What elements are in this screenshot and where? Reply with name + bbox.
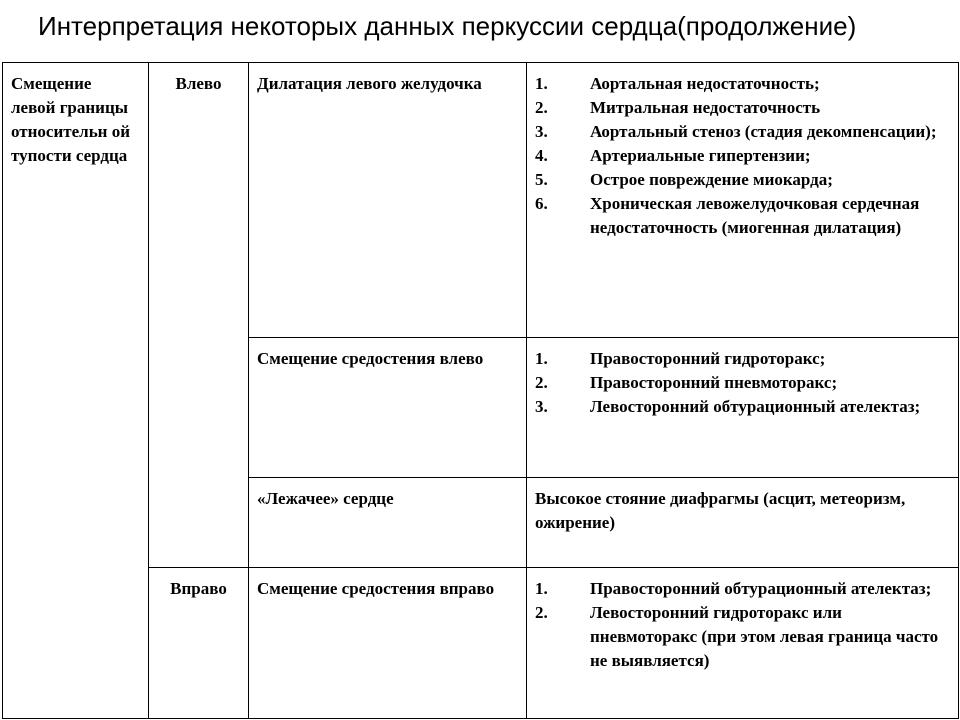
list-number: 1. — [535, 74, 548, 93]
condition-description: Высокое стояние диафрагмы (асцит, метеоризм, ожирение) — [535, 489, 906, 532]
list-number: 2. — [535, 373, 548, 392]
list-item — [535, 120, 950, 144]
direction-label-left: Влево — [175, 74, 222, 93]
cause-cell — [249, 338, 527, 478]
cause-cell — [249, 478, 527, 568]
list-number: 1. — [535, 349, 548, 368]
conditions-list — [535, 347, 950, 419]
conditions-list — [535, 577, 950, 673]
list-text: Аортальный стеноз (стадия декомпенсации); — [590, 122, 937, 141]
conditions-cell — [527, 568, 959, 719]
list-number: 5. — [535, 170, 548, 189]
direction-label-right: Вправо — [170, 579, 227, 598]
row-header-cell — [3, 63, 149, 719]
conditions-cell — [527, 478, 959, 568]
table-row — [3, 63, 959, 338]
list-text: Артериальные гипертензии; — [590, 146, 811, 165]
list-number: 6. — [535, 194, 548, 213]
list-item — [535, 577, 950, 601]
cause-label: «Лежачее» сердце — [257, 489, 394, 508]
conditions-list — [535, 72, 950, 240]
cause-cell — [249, 63, 527, 338]
list-item — [535, 192, 950, 240]
cause-label: Смещение средостения вправо — [257, 579, 495, 598]
percussion-table — [2, 62, 959, 719]
list-text: Правосторонний пневмоторакс; — [590, 373, 838, 392]
list-item — [535, 347, 950, 371]
list-text: Острое повреждение миокарда; — [590, 170, 833, 189]
conditions-cell — [527, 63, 959, 338]
cause-cell — [249, 568, 527, 719]
list-number: 3. — [535, 397, 548, 416]
list-number: 3. — [535, 122, 548, 141]
list-text: Правосторонний гидроторакс; — [590, 349, 826, 368]
direction-cell-right — [149, 568, 249, 719]
list-number: 1. — [535, 579, 548, 598]
list-number: 2. — [535, 603, 548, 622]
list-number: 4. — [535, 146, 548, 165]
list-text: Правосторонний обтурационный ателектаз; — [590, 579, 932, 598]
list-number: 2. — [535, 98, 548, 117]
list-text: Левосторонний обтурационный ателектаз; — [590, 397, 921, 416]
cause-label: Дилатация левого желудочка — [257, 74, 482, 93]
list-text: Аортальная недостаточность; — [590, 74, 820, 93]
list-item — [535, 601, 950, 673]
direction-cell-left — [149, 63, 249, 568]
conditions-cell — [527, 338, 959, 478]
list-item — [535, 168, 950, 192]
list-text: Митральная недостаточность — [590, 98, 821, 117]
list-item — [535, 72, 950, 96]
list-item — [535, 96, 950, 120]
row-header-label: Смещение левой границы относительн ой тупости сердца — [11, 74, 131, 165]
page-title: Интерпретация некоторых данных перкуссии сердца(продолжение) — [38, 11, 857, 41]
list-item — [535, 144, 950, 168]
list-text: Хроническая левожелудочковая сердечная недостаточность (миогенная дилатация) — [590, 194, 920, 237]
list-item — [535, 395, 950, 419]
list-item — [535, 371, 950, 395]
cause-label: Смещение средостения влево — [257, 349, 484, 368]
list-text: Левосторонний гидроторакс или пневмоторакс (при этом левая граница часто не выявляется) — [590, 603, 939, 670]
